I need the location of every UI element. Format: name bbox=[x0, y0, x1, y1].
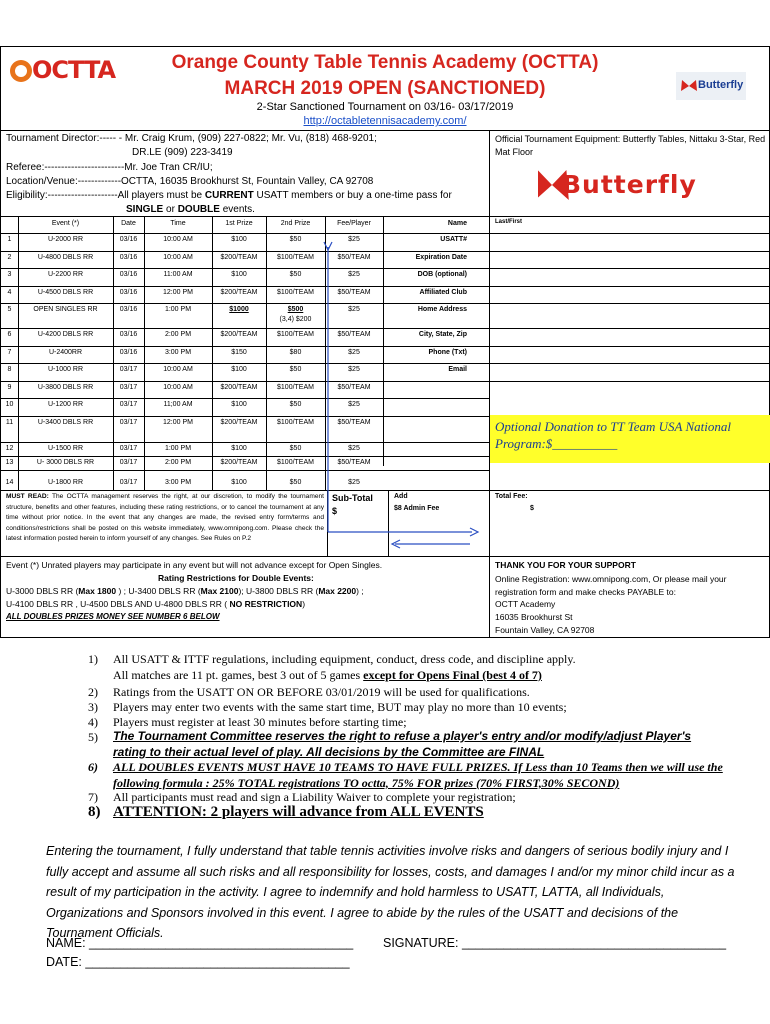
cell-p1: $200/TEAM bbox=[220, 254, 258, 261]
subtotal-label: Sub-Total bbox=[332, 493, 373, 503]
restriction-line-3: ALL DOUBLES PRIZES MONEY SEE NUMBER 6 BELOW bbox=[6, 612, 220, 621]
cell-date: 03/16 bbox=[119, 254, 138, 261]
eligibility-double: DOUBLE bbox=[177, 204, 220, 215]
cell-p2: $50 bbox=[289, 445, 302, 452]
cell-date: 03/17 bbox=[119, 384, 138, 391]
restr-1e: ); U-3800 DBLS RR ( bbox=[238, 586, 319, 596]
cell-p1: $200/TEAM bbox=[220, 289, 258, 296]
subtotal-sign: $ bbox=[332, 506, 338, 516]
restr-2b: NO RESTRICTION bbox=[229, 599, 303, 609]
rule-1-text: All USATT & ITTF regulations, including equipment, conduct, dress code, and discipline apply. bbox=[113, 652, 576, 666]
cell-fee: $25 bbox=[348, 401, 360, 408]
support-line-3: 16035 Brookhurst St bbox=[495, 612, 573, 622]
cell-fee: $25 bbox=[348, 271, 360, 278]
cell-time: 12:00 PM bbox=[163, 289, 193, 296]
restr-1d: Max 2100 bbox=[200, 586, 239, 596]
support-line-1: Online Registration: www.omnipong.com, Or please mail your registration form and make checks PAYABLE to: bbox=[495, 574, 727, 597]
restr-1f: Max 2200 bbox=[318, 586, 357, 596]
location-line: Location/Venue:-------------OCTTA, 16035 Brookhurst St, Fountain Valley, CA 92708 bbox=[6, 176, 374, 187]
cell-date: 03/16 bbox=[119, 331, 138, 338]
cell-p1: $200/TEAM bbox=[220, 419, 258, 426]
cell-event: U-1800 RR bbox=[47, 479, 83, 486]
page-title: Orange County Table Tennis Academy (OCTTA) bbox=[171, 52, 599, 73]
registration-field-label: DOB (optional) bbox=[417, 271, 467, 278]
cell-date: 03/16 bbox=[119, 236, 138, 243]
cell-n: 13 bbox=[5, 459, 14, 466]
cell-date: 03/17 bbox=[119, 366, 138, 373]
registration-field-label: Email bbox=[448, 366, 467, 373]
rule-5-num: 5) bbox=[88, 730, 98, 744]
cell-n: 12 bbox=[5, 445, 14, 452]
registration-field-label: Phone (Txt) bbox=[428, 349, 467, 356]
rule-4-text: Players must register at least 30 minutes before starting time; bbox=[113, 715, 407, 729]
cell-fee: $25 bbox=[348, 445, 360, 452]
cell-fee: $25 bbox=[348, 366, 360, 373]
rule-3-text: Players may enter two events with the same start time, BUT may play no more than 10 events; bbox=[113, 700, 567, 714]
rule-3-num: 3) bbox=[88, 700, 98, 714]
cell-fee: $25 bbox=[348, 306, 360, 313]
rule-2-text: Ratings from the USATT ON OR BEFORE 03/01/2019 will be used for qualifications. bbox=[113, 685, 530, 699]
cell-p2: $100/TEAM bbox=[277, 384, 314, 391]
cell-p2: $100/TEAM bbox=[277, 331, 314, 338]
director-line: Tournament Director:----- - Mr. Craig Krum, (909) 227-0822; Mr. Vu, (818) 468-9201; bbox=[6, 133, 377, 144]
cell-fee: $50/TEAM bbox=[337, 331, 371, 338]
cell-event: U-4800 DBLS RR bbox=[37, 254, 94, 261]
cell-n: 2 bbox=[7, 254, 12, 261]
cell-time: 1:00 PM bbox=[164, 306, 192, 313]
cell-fee: $50/TEAM bbox=[337, 419, 371, 426]
cell-event: U-1000 RR bbox=[47, 366, 83, 373]
cell-p1: $1000 bbox=[229, 306, 249, 313]
registration-field-label: Expiration Date bbox=[415, 254, 467, 261]
cell-time: 12:00 PM bbox=[163, 419, 193, 426]
totalfee-label: Total Fee: bbox=[495, 493, 528, 500]
cell-fee: $50/TEAM bbox=[337, 289, 371, 296]
cell-date: 03/16 bbox=[119, 289, 138, 296]
cell-p2: $100/TEAM bbox=[277, 419, 314, 426]
cell-time: 10:00 AM bbox=[163, 366, 193, 373]
col-header-prize2: 2nd Prize bbox=[280, 220, 311, 227]
restriction-title: Rating Restrictions for Double Events: bbox=[158, 573, 314, 583]
restr-1c: ) ; U-3400 DBLS RR ( bbox=[116, 586, 201, 596]
cell-event: U-3800 DBLS RR bbox=[37, 384, 94, 391]
cell-fee: $50/TEAM bbox=[337, 254, 371, 261]
admin-fee-label: $8 Admin Fee bbox=[394, 505, 440, 512]
rule-1b: All matches are 11 pt. games, best 3 out of 5 games bbox=[113, 668, 364, 682]
butterfly-logo-top-text: Butterfly bbox=[698, 79, 744, 91]
cell-event: U-1500 RR bbox=[47, 445, 83, 452]
add-label: Add bbox=[394, 493, 408, 500]
eligibility-text-c: USATT members or buy a one-time pass for bbox=[253, 190, 452, 201]
cell-p1: $100 bbox=[231, 271, 247, 278]
cell-time: 11:00 AM bbox=[163, 271, 193, 278]
rule-7-num: 7) bbox=[88, 790, 98, 804]
cell-event: U-4500 DBLS RR bbox=[37, 289, 94, 296]
col-header-name: Name bbox=[447, 220, 467, 227]
cell-event: U-2000 RR bbox=[47, 236, 83, 243]
cell-p1: $100 bbox=[231, 445, 247, 452]
cell-p1: $200/TEAM bbox=[220, 384, 258, 391]
donation-text: Optional Donation to TT Team USA National Program:$__________ bbox=[495, 419, 731, 451]
support-line-2: OCTT Academy bbox=[495, 599, 556, 609]
cell-p1: $200/TEAM bbox=[220, 331, 258, 338]
support-title: THANK YOU FOR YOUR SUPPORT bbox=[495, 560, 636, 570]
cell-event: U-2200 RR bbox=[47, 271, 83, 278]
rule-1-num: 1) bbox=[88, 652, 98, 666]
cell-n: 5 bbox=[7, 306, 12, 313]
cell-p2: $50 bbox=[289, 366, 302, 373]
cell-time: 1:00 PM bbox=[164, 445, 192, 452]
rule-1-text-2 bbox=[113, 668, 542, 683]
restr-1b: Max 1800 bbox=[78, 586, 117, 596]
cell-fee: $25 bbox=[348, 479, 360, 486]
col-header-time: Time bbox=[170, 220, 186, 227]
cell-p2: $80 bbox=[289, 349, 302, 356]
registration-field-label: Home Address bbox=[417, 306, 467, 313]
support-line-4: Fountain Valley, CA 92708 bbox=[495, 625, 595, 635]
cell-event: U- 3000 DBLS RR bbox=[36, 459, 95, 466]
cell-p2: $500 bbox=[287, 306, 304, 313]
director-line-2: DR.LE (909) 223-3419 bbox=[132, 147, 233, 158]
waiver-text: Entering the tournament, I fully understand that table tennis activities involve risks and dangers of serious bodily injury and I fully accept and assume all such risks and all responsibility for losses, costs, and damages I and/or my minor child incur as a result of my participation in the activity. I agree to indemnify and hold harmless to USATT, LATTA, all Individuals, Organizations and Sponsors involved in this event. I agree to abide by the rules of the USATT and decisions of the Tournament Officials. bbox=[46, 844, 735, 940]
rule-4-num: 4) bbox=[88, 715, 98, 729]
cell-time: 3:00 PM bbox=[164, 479, 192, 486]
cell-p2-extra: (3,4) $200 bbox=[279, 316, 312, 323]
cell-n: 11 bbox=[5, 419, 14, 426]
signature-field[interactable]: SIGNATURE: ______________________________________ bbox=[383, 936, 727, 950]
cell-n: 6 bbox=[7, 331, 12, 338]
mustread-body: The OCTTA management reserves the right, at our discretion, to modify the tournament structure, benefits and other features, including these rating restrictions, or to cancel the tournament at any time without prior notice. In the event that any changes are made, the revised entry form/terms and conditions/restrictions shall be posted on this website immediately, www.omnipong.com. Please check the latest information posted herein to inform yourself of any changes. See Rules on P.2 bbox=[6, 493, 324, 542]
rule-6-text: ALL DOUBLES EVENTS MUST HAVE 10 TEAMS TO HAVE FULL PRIZES. If Less than 10 Teams then we will use the following formula : 25% TOTAL registrations TO octta, 75% FOR prizes (70% FIRST,30% SECOND) bbox=[113, 760, 723, 790]
cell-p2: $50 bbox=[289, 479, 302, 486]
cell-date: 03/17 bbox=[119, 419, 138, 426]
equipment-text: Official Tournament Equipment: Butterfly Tables, Nittaku 3-Star, Red Mat Floor bbox=[495, 134, 766, 157]
cell-p2: $100/TEAM bbox=[277, 289, 314, 296]
referee-line: Referee:------------------------Mr. Joe Tran CR/IU; bbox=[6, 162, 213, 173]
cell-n: 9 bbox=[7, 384, 12, 391]
cell-p1: $100 bbox=[231, 366, 247, 373]
rule-8-text: ATTENTION: 2 players will advance from ALL EVENTS bbox=[113, 804, 484, 820]
cell-n: 1 bbox=[7, 236, 12, 243]
col-header-prize1: 1st Prize bbox=[225, 220, 253, 227]
cell-date: 03/16 bbox=[119, 271, 138, 278]
cell-date: 03/17 bbox=[119, 401, 138, 408]
cell-p2: $100/TEAM bbox=[277, 459, 314, 466]
cell-p1: $100 bbox=[231, 401, 247, 408]
eligibility-current: CURRENT bbox=[204, 190, 254, 201]
cell-time: 10:00 AM bbox=[163, 236, 193, 243]
eligibility-events: events. bbox=[219, 204, 255, 215]
cell-p1: $100 bbox=[231, 236, 247, 243]
cell-fee: $50/TEAM bbox=[337, 459, 371, 466]
date-field[interactable]: DATE: ______________________________________ bbox=[46, 955, 350, 969]
registration-field-label: USATT# bbox=[440, 236, 467, 243]
cell-event: OPEN SINGLES RR bbox=[33, 306, 98, 313]
cell-p2: $100/TEAM bbox=[277, 254, 314, 261]
last-first-label: Last/First bbox=[495, 219, 523, 225]
cell-p1: $100 bbox=[231, 479, 247, 486]
cell-time: 3:00 PM bbox=[164, 349, 192, 356]
cell-time: 2:00 PM bbox=[164, 331, 192, 338]
registration-field-label: City, State, Zip bbox=[418, 331, 467, 338]
rule-8-num: 8) bbox=[88, 804, 101, 820]
rule-7-text: All participants must read and sign a Liability Waiver to complete your registration; bbox=[113, 790, 516, 804]
cell-event: U-3400 DBLS RR bbox=[37, 419, 94, 426]
cell-event: U-1200 RR bbox=[47, 401, 83, 408]
cell-fee: $50/TEAM bbox=[337, 384, 371, 391]
name-field[interactable]: NAME: ______________________________________ bbox=[46, 936, 354, 950]
cell-p2: $50 bbox=[289, 271, 302, 278]
restriction-line-1 bbox=[6, 586, 364, 596]
cell-p1: $200/TEAM bbox=[220, 459, 258, 466]
cell-p2: $50 bbox=[289, 236, 302, 243]
eligibility-text-a: Eligibility:---------------------All players must be bbox=[6, 190, 205, 201]
cell-n: 3 bbox=[7, 271, 12, 278]
cell-time: 2:00 PM bbox=[164, 459, 192, 466]
cell-time: 11;00 AM bbox=[163, 401, 193, 408]
restr-2c: ) bbox=[302, 599, 306, 609]
cell-date: 03/16 bbox=[119, 306, 138, 313]
cell-date: 03/17 bbox=[119, 445, 138, 452]
cell-p1: $150 bbox=[231, 349, 247, 356]
restr-1g: ) ; bbox=[356, 586, 364, 596]
col-header-fee: Fee/Player bbox=[337, 220, 371, 227]
restr-2a: U-4100 DBLS RR , U-4500 DBLS AND U-4800 DBLS RR ( bbox=[6, 599, 230, 609]
unrated-note: Event (*) Unrated players may participate in any event but will not advance except for Open Singles. bbox=[6, 560, 383, 570]
cell-time: 10:00 AM bbox=[163, 254, 193, 261]
eligibility-single: SINGLE bbox=[126, 204, 164, 215]
cell-n: 8 bbox=[7, 366, 12, 373]
restr-1a: U-3000 DBLS RR ( bbox=[6, 586, 79, 596]
cell-date: 03/17 bbox=[119, 459, 138, 466]
restriction-line-2 bbox=[6, 599, 305, 609]
eligibility-or: or bbox=[163, 204, 178, 215]
cell-event: U-2400RR bbox=[48, 349, 83, 356]
website-link[interactable]: http://octabletennisacademy.com/ bbox=[303, 115, 467, 127]
event-title: MARCH 2019 OPEN (SANCTIONED) bbox=[224, 78, 546, 99]
cell-n: 10 bbox=[5, 401, 14, 408]
col-header-date: Date bbox=[121, 220, 136, 227]
cell-fee: $25 bbox=[348, 236, 360, 243]
col-header-event: Event (*) bbox=[51, 220, 80, 227]
butterfly-logo-text: Butterfly bbox=[562, 170, 697, 199]
cell-time: 10:00 AM bbox=[163, 384, 193, 391]
cell-event: U-4200 DBLS RR bbox=[37, 331, 94, 338]
registration-field-label: Affiliated Club bbox=[419, 289, 467, 296]
cell-p2: $50 bbox=[289, 401, 302, 408]
cell-n: 7 bbox=[7, 349, 12, 356]
mustread-label: MUST READ: bbox=[6, 493, 49, 500]
totalfee-sign: $ bbox=[530, 505, 534, 512]
cell-date: 03/17 bbox=[119, 479, 138, 486]
rule-5-text: The Tournament Committee reserves the right to refuse a player's entry and/or modify/adjust Player's rating to their actual level of play. All decisions by the Committee are FINAL bbox=[113, 729, 692, 759]
cell-date: 03/16 bbox=[119, 349, 138, 356]
cell-n: 14 bbox=[5, 479, 14, 486]
octta-logo-text: OCTTA bbox=[32, 56, 116, 84]
rule-6-num: 6) bbox=[88, 760, 98, 774]
rule-1c: except for Opens Final (best 4 of 7) bbox=[363, 668, 542, 682]
event-subtitle: 2-Star Sanctioned Tournament on 03/16- 03/17/2019 bbox=[256, 101, 514, 113]
cell-n: 4 bbox=[7, 289, 12, 296]
rule-2-num: 2) bbox=[88, 685, 98, 699]
cell-fee: $25 bbox=[348, 349, 360, 356]
